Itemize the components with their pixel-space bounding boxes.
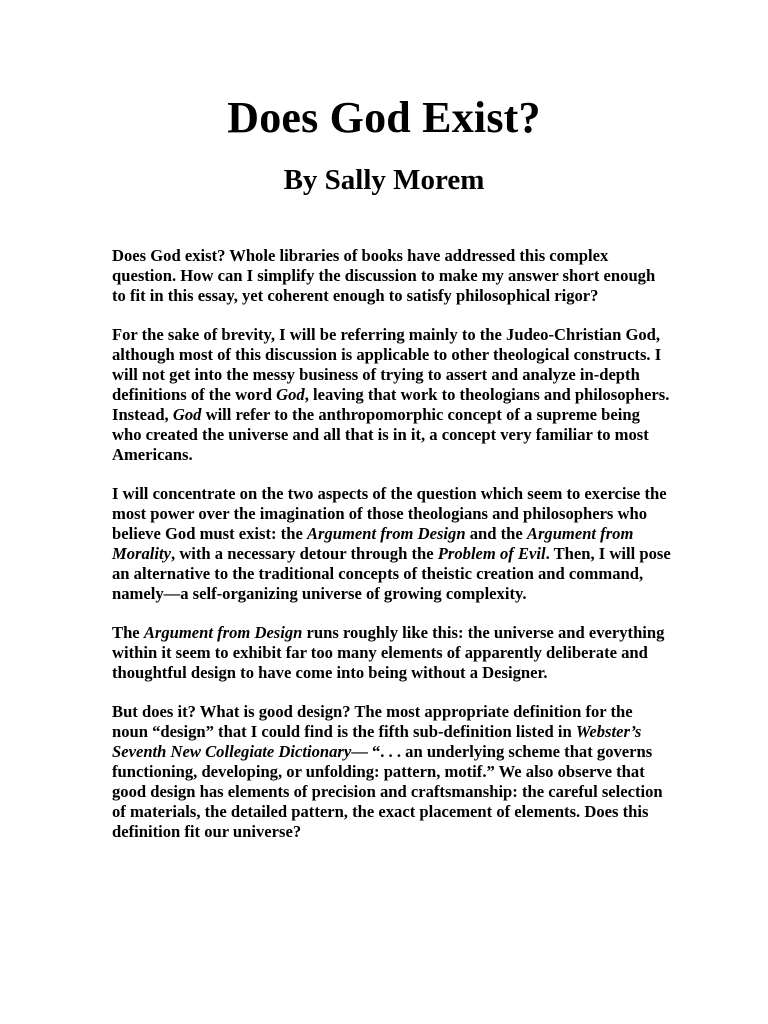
text-run: runs roughly like this: the universe and everything within it seem to exhibit far too many elements of apparently deliberate and thoughtful design to have come into being without a Designer. [112,623,665,682]
text-run: The [112,623,144,642]
body-paragraph [112,325,672,465]
essay-body [112,246,672,861]
body-paragraph [112,246,672,306]
text-run: But does it? What is good design? The most appropriate definition for the noun “design” that I could find is the fifth sub-definition listed in [112,702,633,741]
body-paragraph [112,484,672,604]
text-run: , leaving that work to theologians and philosophers. Instead, [112,385,670,424]
body-paragraph [112,702,672,842]
body-paragraph [112,623,672,683]
text-run: For the sake of brevity, I will be referring mainly to the Judeo-Christian God, although most of this discussion is applicable to other theological constructs. I will not get into the messy business of trying to assert and analyze in-depth definitions of the word [112,325,662,404]
italic-term: God [172,405,202,424]
text-run: will refer to the anthropomorphic concept of a supreme being who created the universe and all that is in it, a concept very familiar to most Americans. [112,405,649,464]
text-run: — “. . . an underlying scheme that governs functioning, developing, or unfolding: pattern, motif.” We also observe that good design has elements of precision and craftsmanship: the careful selection of materials, the detailed pattern, the exact placement of elements. Does this definition fit our universe? [112,742,663,841]
text-run: and the [465,524,527,543]
text-run: . Then, I will pose an alternative to the traditional concepts of theistic creation and command, namely—a self-organizing universe of growing complexity. [112,544,671,603]
italic-term: Webster’s Seventh New Collegiate Dictionary [112,722,642,761]
italic-term: God [276,385,305,404]
italic-term: Argument from Design [143,623,303,642]
italic-term: Argument from Design [306,524,466,543]
document-title: Does God Exist? [227,93,541,142]
italic-term: Problem of Evil [437,544,546,563]
text-run: , with a necessary detour through the [171,544,438,563]
text-run: Does God exist? Whole libraries of books have addressed this complex question. How can I simplify the discussion to make my answer short enough to fit in this essay, yet coherent enough to satisfy philosophical rigor? [112,246,656,305]
text-run: I will concentrate on the two aspects of the question which seem to exercise the most power over the imagination of those theologians and philosophers who believe God must exist: the [112,484,667,543]
italic-term: Argument from Morality [112,524,634,563]
author-byline: By Sally Morem [283,164,485,196]
